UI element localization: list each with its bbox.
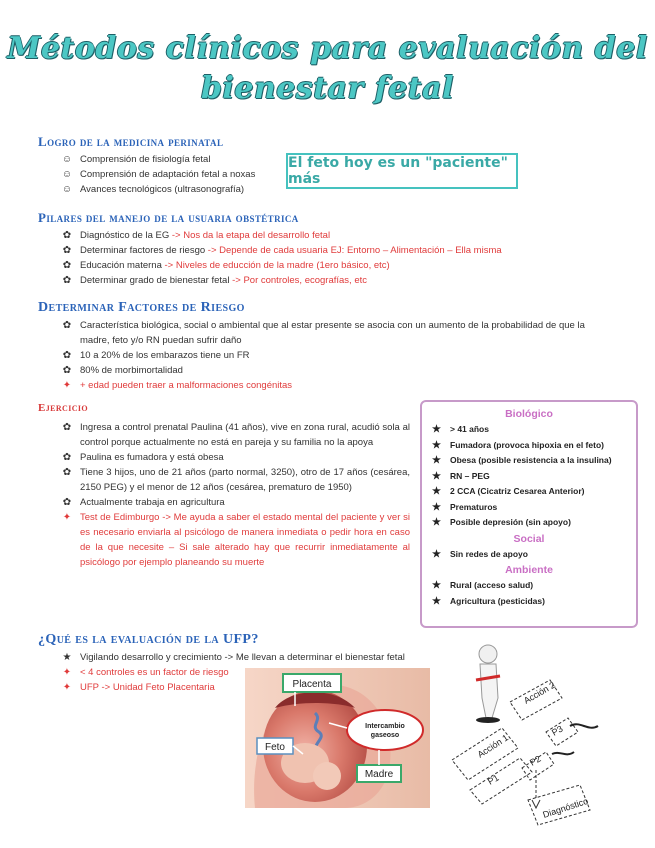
biologico-label: Biológico [505,408,553,420]
list-item: ✿ Diagnóstico de la EG -> Nos da la etapa del desarrollo fetal [60,228,640,243]
accion-1-label: Acción 1 [475,732,511,760]
list-item: ✿ Determinar grado de bienestar fetal -> Por controles, ecografías, etc [60,273,640,288]
factores-list [60,318,645,393]
exchange-label-1: Intercambio [365,723,405,730]
star-icon: ★ [62,652,72,663]
star-icon: ★ [432,455,441,466]
list-item: ✿ Actualmente trabaja en agricultura [60,495,410,510]
list-item: ★ Fumadora (provoca hipoxia en el feto) [430,438,628,454]
social-label: Social [513,532,545,545]
pilares-heading: Pilares del manejo de la usuaria obstétrica [38,210,299,225]
list-item: ★ > 41 años [430,422,628,438]
exchange-label-2: gaseoso [370,732,400,739]
ejercicio-list [60,420,410,570]
list-item: ★ Rural (acceso salud) [430,578,628,594]
flower-icon: ✿ [62,497,72,508]
plus-icon: ✦ [62,667,72,678]
star-icon: ★ [432,517,441,528]
ejercicio-heading: Ejercicio [38,402,89,414]
list-item: ✿ Paulina es fumadora y está obesa [60,450,410,465]
placenta-label: Placenta [292,679,332,690]
feto-label: Feto [264,742,286,753]
p2-label: P2 [528,753,543,768]
plus-icon: ✦ [62,682,72,693]
smiley-icon: ☺ [61,184,73,195]
list-item: ✿ 80% de morbimortalidad [60,363,645,378]
star-icon: ★ [432,595,441,607]
logro-heading: Logro de la medicina perinatal [38,134,224,149]
page-title-line-2: bienestar fetal [201,71,454,106]
list-item: ✿ Determinar factores de riesgo -> Depende de cada usuaria EJ: Entorno – Alimentación – Ella misma [60,243,640,258]
list-item: ✿ Tiene 3 hijos, uno de 21 años (parto normal, 3250), otro de 17 años (cesárea, 2150 PEG) y el menor de 12 años (cesárea, prematuro de 1950) [60,465,410,495]
list-item: ✦ Test de Edimburgo -> Me ayuda a saber el estado mental del paciente y ver si es necesario enviarla al psicólogo de manera inmediata o pedir hora en caso de la que necesite – Si sale alterado hay que recurrir inmediatamente al psicólogo por ejemplo planeando su muerte [60,510,410,570]
diagnostico-label: Diagnóstico [541,795,590,820]
flower-icon: ✿ [62,350,72,361]
risk-factors-box [420,400,638,628]
list-item: ✦ UFP -> Unidad Feto Placentaria [60,680,450,695]
plus-icon: ✦ [62,380,72,391]
flower-icon: ✿ [62,230,72,241]
list-item: ★ 2 CCA (Cicatriz Cesarea Anterior) [430,484,628,500]
exchange-label-ellipse [347,710,423,750]
flower-icon: ✿ [62,452,72,463]
flower-icon: ✿ [62,320,72,331]
list-item: ★ Prematuros [430,500,628,516]
factores-heading: Determinar Factores de Riesgo [38,300,245,315]
accion-2-label: Acción 2 [522,679,557,706]
list-item: ☺ Avances tecnológicos (ultrasonografía) [61,184,245,195]
action-diagram [440,640,630,830]
list-item: madre, feto y/o RN puedan sufrir daño [80,335,242,346]
star-icon: ★ [432,486,441,497]
list-item: ★ Agricultura (pesticidas) [430,594,628,610]
p1-label: P1 [486,772,501,787]
smiley-icon: ☺ [61,154,73,165]
list-item: ☺ Comprensión de fisiología fetal [61,154,211,165]
list-item: ☺ Comprensión de adaptación fetal a noxas [61,169,256,180]
list-item: ★ Obesa (posible resistencia a la insulina) [430,453,628,469]
list-item: ✿ Característica biológica, social o ambiental que al estar presente se asocia con un aumento de la probabilidad de que la [60,318,645,333]
star-icon: ★ [432,548,441,560]
list-item: ✦ < 4 controles es un factor de riesgo [60,665,450,680]
fetus-head [313,762,341,790]
list-item: ★ Sin redes de apoyo [430,547,628,563]
list-item: ★ RN – PEG [430,469,628,485]
page-title-line-1: Métodos clínicos para evaluación del [7,31,648,66]
star-icon: ★ [432,470,441,482]
plus-icon: ✦ [62,512,72,523]
flower-icon: ✿ [62,422,72,433]
ambiente-label: Ambiente [505,564,553,576]
list-item: ✦ + edad pueden traer a malformaciones congénitas [60,378,645,393]
star-icon: ★ [432,501,441,513]
flower-icon: ✿ [62,245,72,256]
list-item: ★ Posible depresión (sin apoyo) [430,515,628,531]
madre-label: Madre [364,769,394,780]
pilares-list [60,228,640,288]
list-item: ✿ 10 a 20% de los embarazos tiene un FR [60,348,645,363]
callout-box: El feto hoy es un "paciente" más [286,153,518,189]
flower-icon: ✿ [62,467,72,478]
smiley-icon: ☺ [61,169,73,180]
ufp-heading: ¿Qué es la evaluación de la UFP? [38,632,259,647]
flower-icon: ✿ [62,260,72,271]
star-icon: ★ [432,580,441,591]
flower-icon: ✿ [62,365,72,376]
list-item: ✿ Educación materna -> Niveles de educción de la madre (1ero básico, etc) [60,258,640,273]
star-icon: ★ [432,439,441,451]
list-item: ★ Vigilando desarrollo y crecimiento -> Me llevan a determinar el bienestar fetal [60,650,450,665]
list-item: ✿ Ingresa a control prenatal Paulina (41 años), vive en zona rural, acudió sola al control porque actualmente no está en pareja y su familia no la apoya [60,420,410,450]
person-icon [476,645,500,723]
p3-label: P3 [550,723,565,738]
logro-list [60,152,280,197]
fetus-illustration [245,668,430,808]
star-icon: ★ [432,424,441,435]
flower-icon: ✿ [62,275,72,286]
